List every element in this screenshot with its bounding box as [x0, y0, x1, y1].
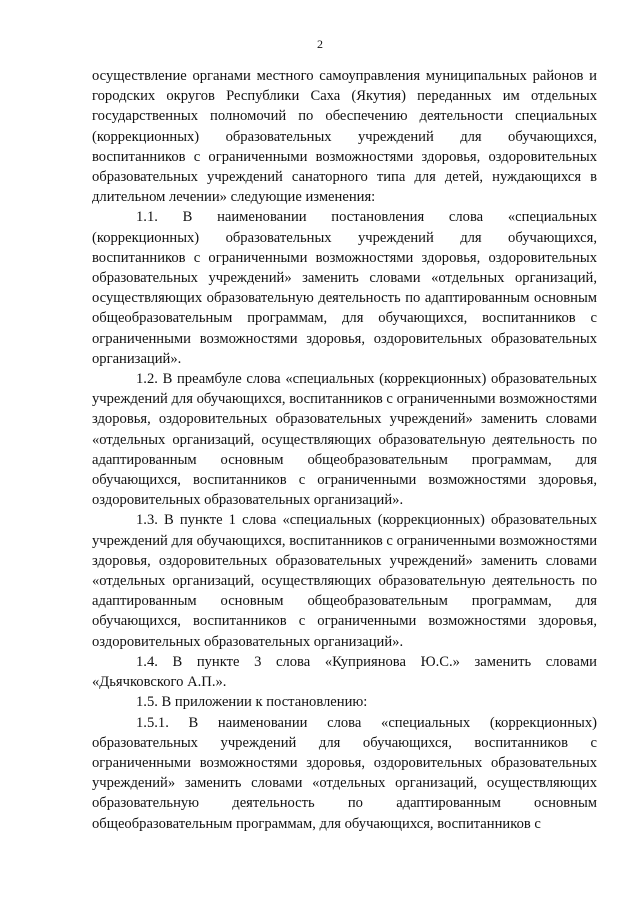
paragraph-1-5: 1.5. В приложении к постановлению: — [136, 694, 368, 711]
paragraph-intro: осуществление органами местного самоуправления муниципальных районов и городских округов Республики Саха (Якутия) переданных им отдельных государственных полномочий по обеспечению деятельности специальных (коррекционных) образовательных учреждений для обучающихся, воспитанников с ограниченными возможностями здоровья, оздоровительных образовательных учреждений санаторного типа для детей, нуждающихся в длительном лечении» следующие изменения: — [92, 68, 597, 206]
paragraph-1-5-1: 1.5.1. В наименовании слова «специальных (коррекционных) образовательных учреждений для обучающихся, воспитанников с ограниченными возможностями здоровья, оздоровительных образовательных учреждений» заменить словами «отдельных организаций, осуществляющих образовательную деятельность по адаптированным основным общеобразовательным программам, для обучающихся, воспитанников с — [92, 714, 597, 832]
paragraph-1-4: 1.4. В пункте 3 слова «Куприянова Ю.С.» заменить словами «Дьячковского А.П.». — [92, 653, 597, 691]
document-body — [92, 66, 597, 834]
page-number: 2 — [317, 37, 323, 51]
paragraph-1-1: 1.1. В наименовании постановления слова «специальных (коррекционных) образовательных учреждений для обучающихся, воспитанников с ограниченными возможностями здоровья, оздоровительных образовательных учреждений» заменить словами «отдельных организаций, осуществляющих образовательную деятельность по адаптированным основным общеобразовательным программам, для обучающихся, воспитанников с ограниченными возможностями здоровья, оздоровительных образовательных организаций». — [92, 209, 597, 367]
paragraph-1-3: 1.3. В пункте 1 слова «специальных (коррекционных) образовательных учреждений для обучающихся, воспитанников с ограниченными возможностями здоровья, оздоровительных образовательных учреждений» заменить словами «отдельных организаций, осуществляющих образовательную деятельность по адаптированным основным общеобразовательным программам, для обучающихся, воспитанников с ограниченными возможностями здоровья, оздоровительных образовательных организаций». — [92, 512, 597, 650]
paragraph-1-2: 1.2. В преамбуле слова «специальных (коррекционных) образовательных учреждений для обучающихся, воспитанников с ограниченными возможностями здоровья, оздоровительных образовательных учреждений» заменить словами «отдельных организаций, осуществляющих образовательную деятельность по адаптированным основным общеобразовательным программам, для обучающихся, воспитанников с ограниченными возможностями здоровья, оздоровительных образовательных организаций». — [92, 371, 597, 509]
